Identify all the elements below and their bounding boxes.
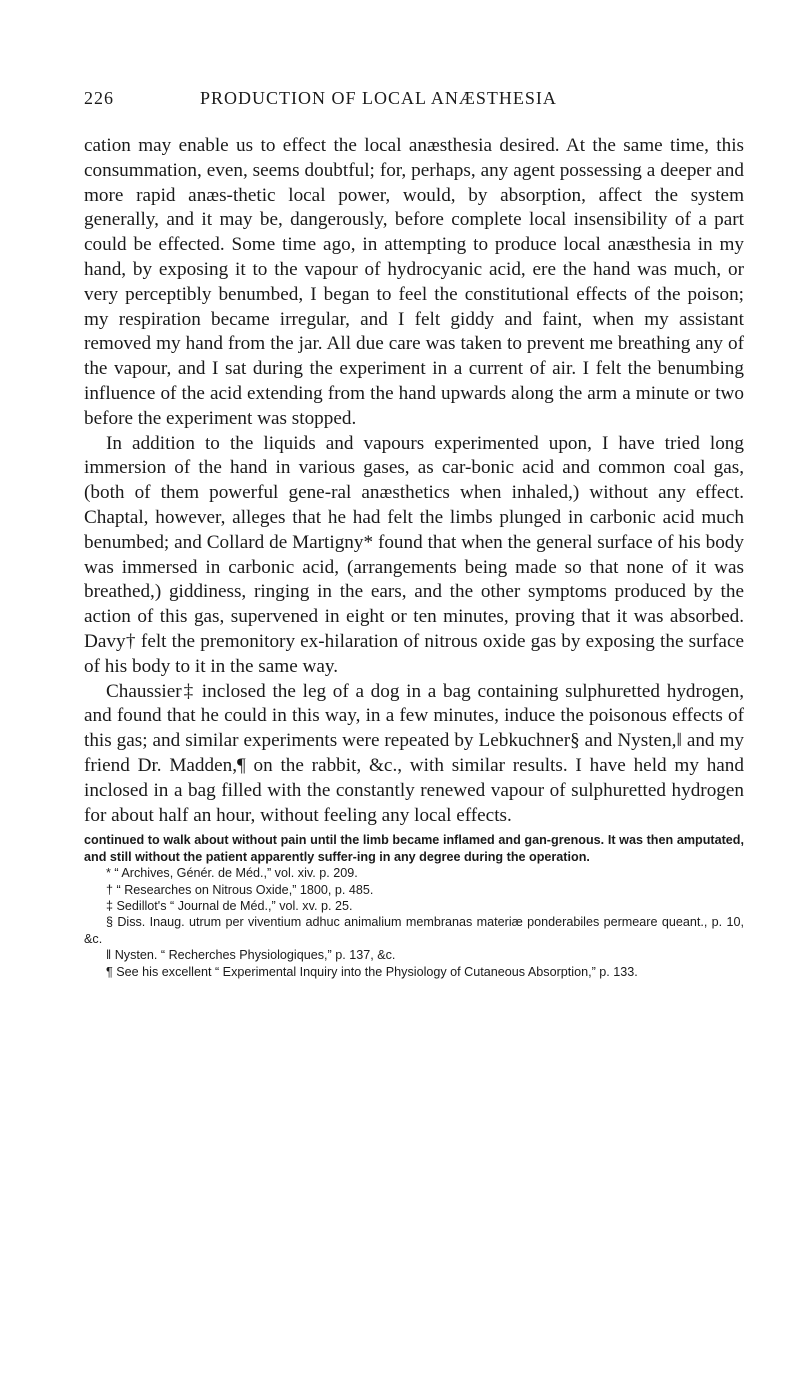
footnote-4: § Diss. Inaug. utrum per viventium adhuc animalium membranas materiæ ponderabiles permeare queant., p. 10, &c. — [84, 915, 744, 946]
body-text — [84, 134, 744, 828]
footnote-2: † “ Researches on Nitrous Oxide,” 1800, p. 485. — [106, 882, 374, 897]
paragraph-3: Chaussier‡ inclosed the leg of a dog in a bag containing sulphuretted hydrogen, and found that he could in this way, in a few minutes, induce the poisonous effects of this gas; and similar experiments were repeated by Lebkuchner§ and Nysten,‖ and my friend Dr. Madden,¶ on the rabbit, &c., with similar results. I have held my hand inclosed in a bag filled with the constantly renewed vapour of sulphuretted hydrogen for about half an hour, without feeling any local effects. — [84, 680, 744, 826]
paragraph-2: In addition to the liquids and vapours experimented upon, I have tried long immersion of the hand in various gases, as car-bonic acid and common coal gas, (both of them powerful gene-ral anæsthetics when inhaled,) without any effect. Chaptal, however, alleges that he had felt the limbs plunged in carbonic acid much benumbed; and Collard de Martigny* found that when the general surface of his body was immersed in carbonic acid, (arrangements being made so that none of it was breathed,) giddiness, ringing in the ears, and the other symptoms produced by the action of this gas, supervened in eight or ten minutes, proving that it was absorbed. Davy† felt the premonitory ex-hilaration of nitrous oxide gas by exposing the surface of his body to it in the same way. — [84, 432, 744, 677]
footnotes — [84, 832, 744, 980]
paragraph-1: cation may enable us to effect the local anæsthesia desired. At the same time, this consummation, even, seems doubtful; for, perhaps, any agent possessing a deeper and more rapid anæs-thetic local power, would, by absorption, affect the system generally, and it may be, dangerously, before complete local insensibility of a part could be effected. Some time ago, in attempting to produce local anæsthesia in my hand, by exposing it to the vapour of hydrocyanic acid, ere the hand was much, or very perceptibly benumbed, I began to feel the constitutional effects of the poison; my respiration became irregular, and I felt giddy and faint, when my assistant removed my hand from the jar. All due care was taken to prevent me breathing any of the vapour, and I sat during the experiment in a current of air. I felt the benumbing influence of the acid extending from the hand upwards along the arm a minute or two before the experiment was stopped. — [84, 135, 744, 429]
footnote-5: ‖ Nysten. “ Recherches Physiologiques,” p. 137, &c. — [106, 948, 396, 963]
running-head-title: PRODUCTION OF LOCAL ANÆSTHESIA — [200, 88, 557, 108]
running-head — [84, 88, 744, 118]
footnote-3: ‡ Sedillot's “ Journal de Méd.,” vol. xv. p. 25. — [106, 898, 353, 913]
page-number: 226 — [84, 88, 114, 108]
footnote-6: ¶ See his excellent “ Experimental Inquiry into the Physiology of Cutaneous Absorption,” p. 133. — [106, 964, 638, 979]
book-page — [84, 88, 744, 980]
footnote-continued: continued to walk about without pain until the limb became inflamed and gan-grenous. It was then amputated, and still without the patient apparently suffer-ing in any degree during the operation. — [84, 833, 744, 864]
footnote-1: * “ Archives, Génér. de Méd.,” vol. xiv. p. 209. — [106, 866, 358, 881]
